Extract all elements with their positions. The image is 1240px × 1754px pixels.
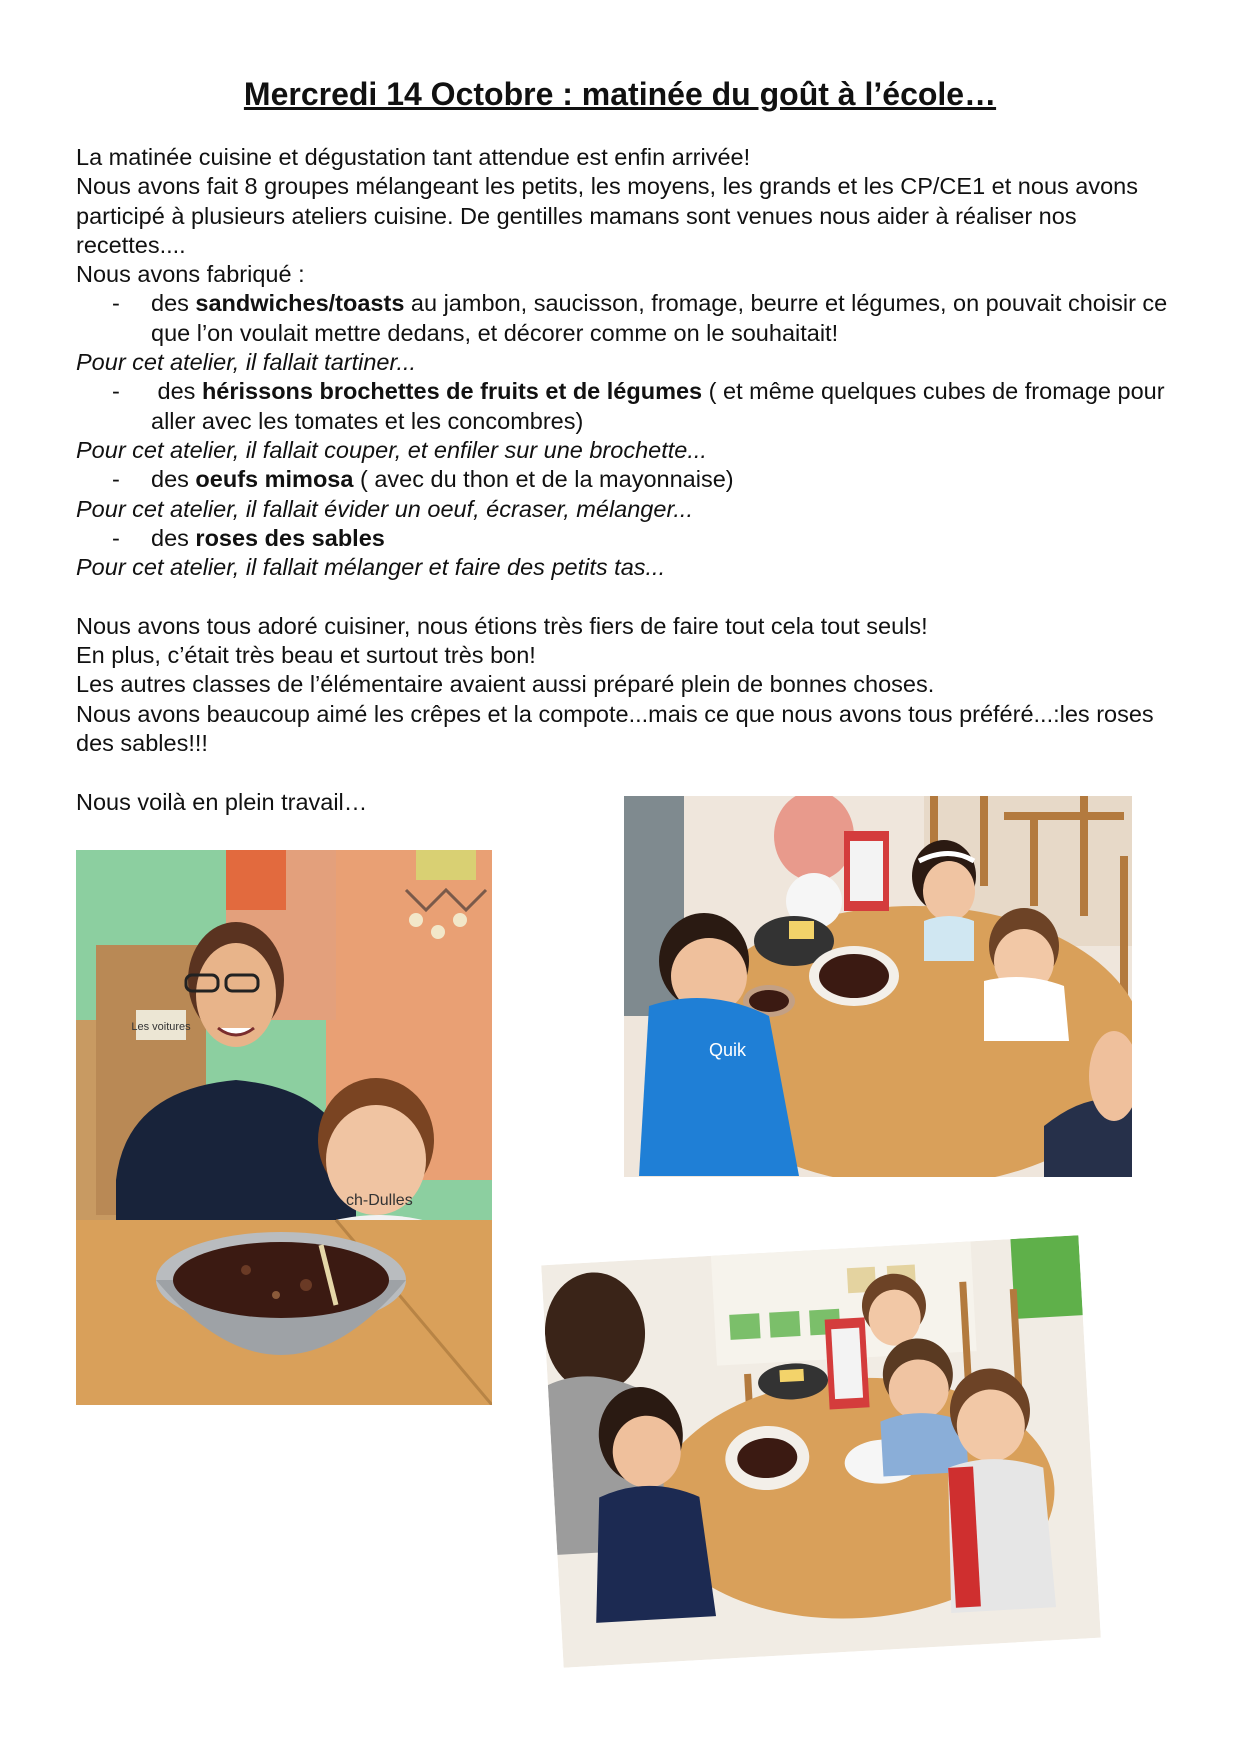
bullet-dash: - — [112, 524, 120, 551]
workshop-note: Pour cet atelier, il fallait couper, et enfiler sur une brochette... — [76, 436, 707, 463]
article-body — [76, 143, 1176, 817]
photo-round-table-image — [624, 796, 1132, 1177]
conclusion-line: Nous avons beaucoup aimé les crêpes et la compote...mais ce que nous avons tous préféré...:les roses des sables!!! — [76, 700, 1154, 756]
conclusion-line: Nous avons tous adoré cuisiner, nous étions très fiers de faire tout cela tout seuls! — [76, 612, 928, 639]
conclusion-line: Les autres classes de l’élémentaire avaient aussi préparé plein de bonnes choses. — [76, 671, 935, 698]
workshop-item-brochettes: - des hérissons brochettes de fruits et de légumes ( et même quelques cubes de fromage pour aller avec les tomates et les concombres) — [112, 378, 1165, 434]
bullet-dash: - — [112, 378, 120, 405]
workshop-name: roses des sables — [195, 524, 385, 551]
shirt-print: Quik — [709, 1040, 747, 1060]
photo-tilted-table — [541, 1235, 1101, 1667]
page-title: Mercredi 14 Octobre : matinée du goût à l’école… — [243, 76, 997, 112]
workshop-item-oeufs: - des oeufs mimosa ( avec du thon et de la mayonnaise) — [76, 465, 1176, 494]
intro-line: Nous avons fabriqué : — [76, 261, 305, 288]
workshop-item-sandwiches: - des sandwiches/toasts au jambon, saucisson, fromage, beurre et légumes, on pouvait choisir ce que l’on voulait mettre dedans, et décorer comme on le souhaitait! — [112, 290, 1168, 346]
workshop-name: oeufs mimosa — [195, 466, 354, 493]
photo-mixing-bowl-image — [76, 850, 492, 1405]
spacer — [76, 758, 1176, 787]
intro-paragraph: Nous avons fait 8 groupes mélangeant les petits, les moyens, les grands et les CP/CE1 et nous avons participé à plusieurs ateliers cuisine. De gentilles mamans sont venues nous aider à réaliser nos recettes.... — [76, 173, 1138, 258]
photo-mixing-bowl — [76, 850, 492, 1405]
spacer — [76, 582, 1176, 611]
intro-line: La matinée cuisine et dégustation tant attendue est enfin arrivée! — [76, 144, 751, 170]
photo-round-table — [624, 796, 1132, 1177]
bullet-dash: - — [112, 466, 120, 493]
conclusion-line: En plus, c’était très beau et surtout très bon! — [76, 642, 536, 669]
workshop-name: sandwiches/toasts — [195, 290, 405, 317]
bullet-dash: - — [112, 290, 120, 317]
workshop-note: Pour cet atelier, il fallait mélanger et faire des petits tas... — [76, 554, 666, 581]
workshop-name: hérissons brochettes de fruits et de légumes — [201, 378, 703, 405]
workshop-note: Pour cet atelier, il fallait évider un oeuf, écraser, mélanger... — [76, 495, 693, 522]
photo-caption: Nous voilà en plein travail… — [76, 788, 368, 815]
photo-tilted-table-image — [541, 1235, 1101, 1667]
wall-label: Les voitures — [131, 1021, 191, 1033]
workshop-note: Pour cet atelier, il fallait tartiner... — [76, 349, 417, 376]
workshop-item-roses: - des roses des sables — [76, 524, 1176, 553]
shirt-print: ch-Dulles — [346, 1192, 413, 1209]
